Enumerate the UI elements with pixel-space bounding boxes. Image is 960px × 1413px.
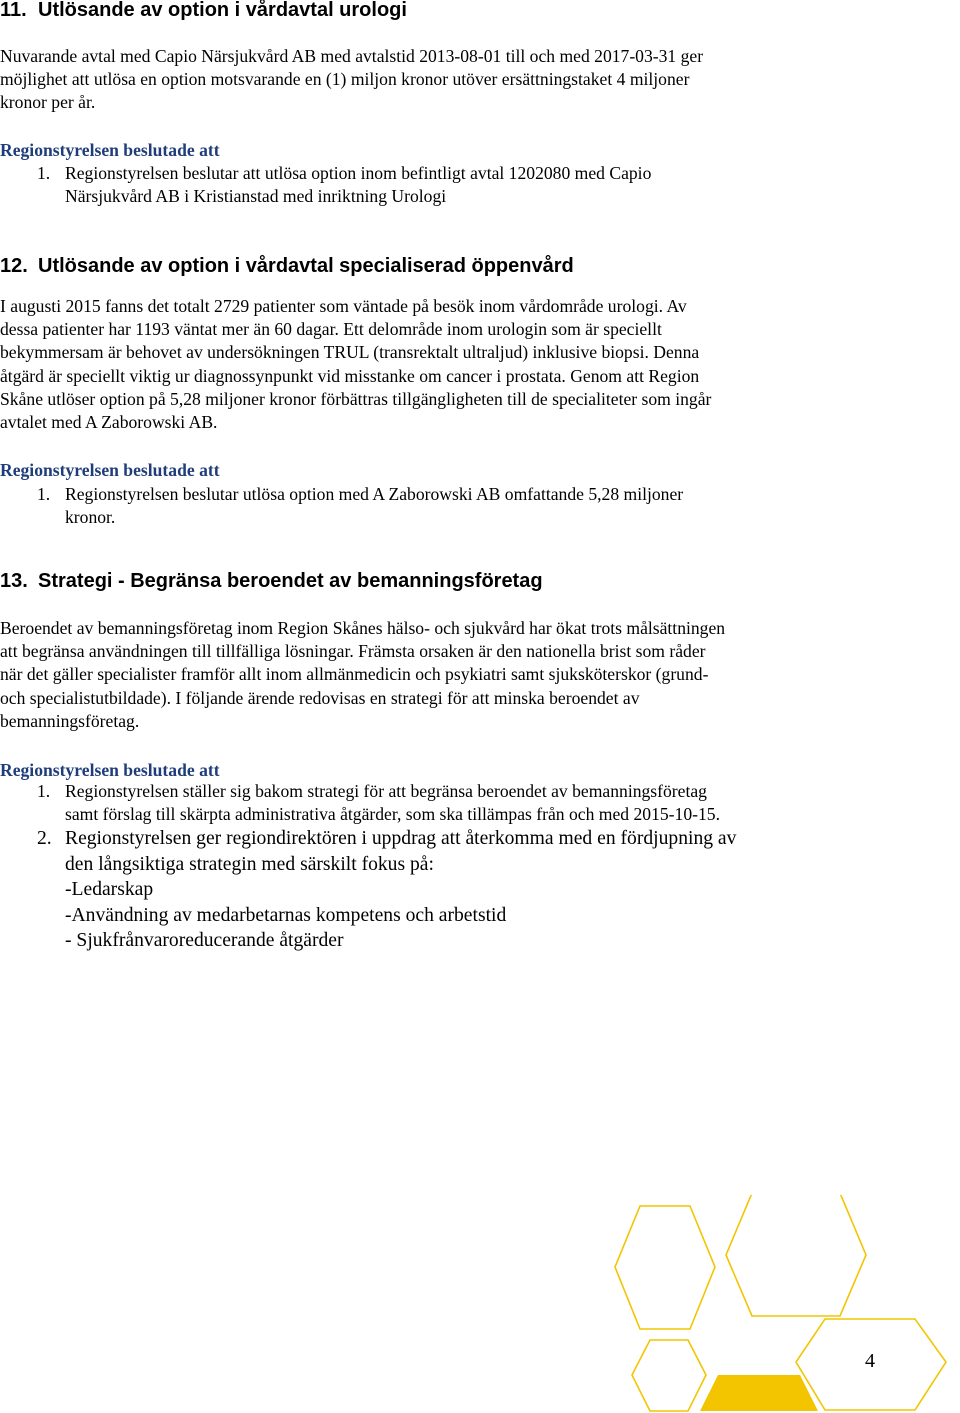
section-13-heading <box>0 569 543 593</box>
section-13-title: Strategi - Begränsa beroendet av bemanningsföretag <box>38 570 543 592</box>
item-number: 1. <box>37 781 51 801</box>
paragraph-line: Beroendet av bemanningsföretag inom Region Skånes hälso- och sjukvård har ökat trots målsättningen <box>0 618 726 638</box>
paragraph-line: möjlighet att utlösa en option motsvarande en (1) miljon kronor utöver ersättningstaket 4 miljoner <box>0 69 690 90</box>
item-line: -Användning av medarbetarnas kompetens och arbetstid <box>65 904 507 926</box>
section-13-decision-item-2 <box>37 826 736 954</box>
page-number: 4 <box>865 1350 875 1372</box>
paragraph-line: när det gäller specialister framför allt inom allmänmedicin och psykiatri samt sjuksköterskor (grund- <box>0 664 709 685</box>
hexagon-outline <box>726 1195 866 1316</box>
item-line: Regionstyrelsen beslutar utlösa option med A Zaborowski AB omfattande 5,28 miljoner <box>65 484 684 504</box>
paragraph-line: Nuvarande avtal med Capio Närsjukvård AB med avtalstid 2013-08-01 till och med 2017-03-31 ger <box>0 46 704 66</box>
section-11-heading <box>0 0 407 22</box>
section-13-number: 13. <box>0 570 28 592</box>
section-12-decision-heading: Regionstyrelsen beslutade att <box>0 460 220 480</box>
item-line: Regionstyrelsen beslutar att utlösa option inom befintligt avtal 1202080 med Capio <box>65 163 652 183</box>
item-number: 1. <box>37 163 51 183</box>
paragraph-line: avtalet med A Zaborowski AB. <box>0 412 218 433</box>
section-11-paragraph <box>0 45 960 115</box>
paragraph-line: och specialistutbildade). I följande ärende redovisas en strategi för att minska beroendet av <box>0 687 640 708</box>
paragraph-line: bekymmersam är behovet av undersökningen TRUL (transrektalt ultraljud) inklusive biopsi. Denna <box>0 342 700 363</box>
section-13-paragraph <box>0 617 960 733</box>
section-11-decision-heading: Regionstyrelsen beslutade att <box>0 140 220 160</box>
item-line: kronor. <box>65 507 116 528</box>
item-number: 2. <box>37 828 52 849</box>
paragraph-line: dessa patienter har 1193 väntat mer än 60 dagar. Ett delområde inom urologin som är speciellt <box>0 319 662 340</box>
item-line: Regionstyrelsen ställer sig bakom strategi för att begränsa beroendet av bemanningsföretag <box>65 781 707 801</box>
section-11-title: Utlösande av option i vårdavtal urologi <box>38 0 407 21</box>
paragraph-line: I augusti 2015 fanns det totalt 2729 patienter som väntade på besök inom vårdområde urologi. Av <box>0 296 687 316</box>
honeycomb-decoration <box>600 1195 960 1413</box>
section-12-paragraph <box>0 295 960 434</box>
section-12-heading <box>0 254 574 278</box>
section-12-title: Utlösande av option i vårdavtal specialiserad öppenvård <box>38 255 574 277</box>
item-line: Regionstyrelsen ger regiondirektören i uppdrag att återkomma med en fördjupning av <box>65 828 737 849</box>
section-12-decision-item-1 <box>37 483 683 529</box>
hexagon-filled <box>700 1375 818 1411</box>
hexagon-outline <box>632 1340 706 1411</box>
paragraph-line: kronor per år. <box>0 92 96 113</box>
item-line: -Ledarskap <box>65 879 154 900</box>
section-11-decision-item-1 <box>37 162 651 208</box>
paragraph-line: att begränsa användningen till tillfälliga lösningar. Främsta orsaken är den nationella brist som råder <box>0 641 706 662</box>
section-13-decision-heading: Regionstyrelsen beslutade att <box>0 760 220 780</box>
section-11-number: 11. <box>0 0 27 21</box>
item-line: Närsjukvård AB i Kristianstad med inriktning Urologi <box>65 186 447 207</box>
item-number: 1. <box>37 484 51 504</box>
paragraph-line: bemanningsföretag. <box>0 710 140 731</box>
hexagon-outline <box>615 1206 715 1329</box>
section-13-decision-item-1 <box>37 780 720 826</box>
item-line: - Sjukfrånvaroreducerande åtgärder <box>65 930 344 951</box>
paragraph-line: åtgärd är speciellt viktig ur diagnossynpunkt vid misstanke om cancer i prostata. Genom att Region <box>0 365 700 386</box>
item-line: samt förslag till skärpta administrativa åtgärder, som ska tillämpas från och med 2015-10-15. <box>65 804 720 825</box>
paragraph-line: Skåne utlöser option på 5,28 miljoner kronor förbättras tillgängligheten till de specialiteter som ingår <box>0 388 712 409</box>
section-12-number: 12. <box>0 255 28 277</box>
item-line: den långsiktiga strategin med särskilt fokus på: <box>65 853 434 875</box>
